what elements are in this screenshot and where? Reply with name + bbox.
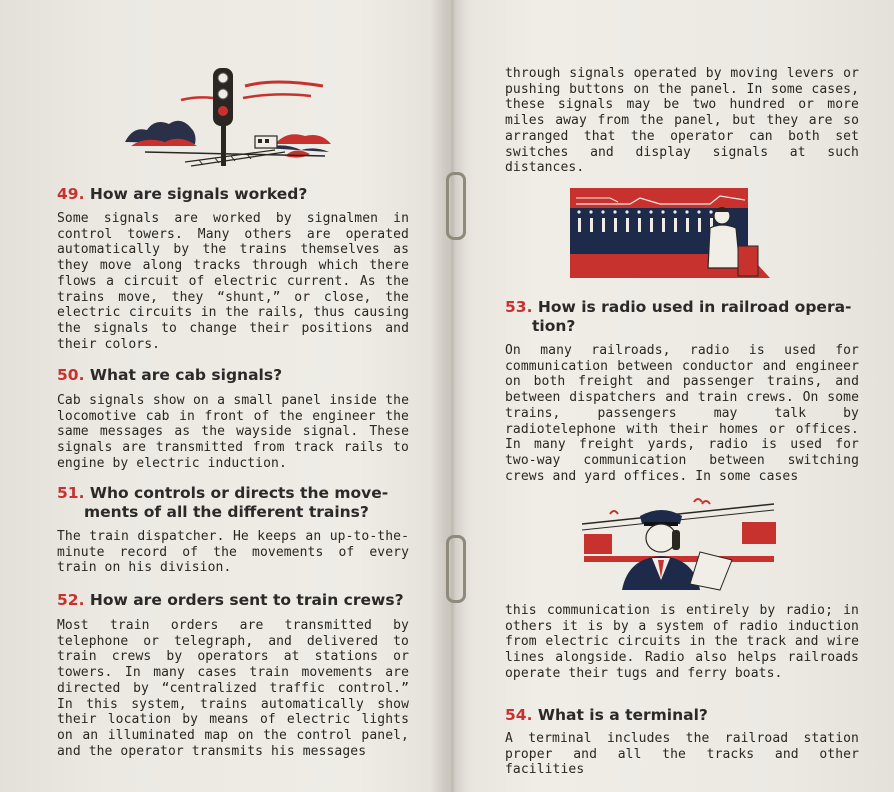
section-52-heading — [57, 591, 409, 610]
section-50 — [57, 366, 409, 472]
section-53-answer: On many railroads, radio is used for communication between conductor and engineer on both freight and passenger trains, and between dispatchers and train crews. On some trains, passengers may talk by radiotelephone with their homes or offices. In many freight yards, radio is used for two-way communication between switching crews and yard offices. In some cases — [505, 343, 859, 484]
continuation-mid-text: this communication is entirely by radio; in others it is by a system of radio induction from electric circuits in the track and wire lines alongside. Radio also helps railroads operate their tugs and ferry boats. — [505, 603, 859, 681]
section-number: 50. — [57, 366, 85, 384]
section-number: 51. — [57, 484, 85, 502]
continuation-mid — [505, 603, 859, 682]
section-49-heading — [57, 185, 409, 204]
section-54-answer: A terminal includes the railroad station proper and all the tracks and other facilities — [505, 731, 859, 778]
right-page — [450, 0, 894, 792]
control-panel-operator-illustration — [570, 188, 770, 286]
section-54 — [505, 706, 859, 778]
section-49 — [57, 185, 409, 352]
section-number: 49. — [57, 185, 85, 203]
section-question-continued: ments of all the different trains? — [84, 503, 369, 521]
section-53-heading — [505, 298, 859, 336]
conductor-radiotelephone-illustration — [582, 494, 782, 594]
section-question: How is radio used in railroad opera- — [537, 298, 852, 316]
section-53 — [505, 298, 859, 484]
section-51-heading — [57, 484, 409, 522]
section-50-heading — [57, 366, 409, 385]
section-question: What are cab signals? — [89, 366, 283, 384]
section-question: Who controls or directs the move- — [89, 484, 389, 502]
railroad-signal-illustration — [125, 64, 335, 174]
section-number: 53. — [505, 298, 533, 316]
section-54-heading — [505, 706, 859, 725]
section-number: 52. — [57, 591, 85, 609]
section-question: How are signals worked? — [89, 185, 308, 203]
continuation-top — [505, 66, 859, 176]
section-number: 54. — [505, 706, 533, 724]
section-51-answer: The train dispatcher. He keeps an up-to-the-minute record of the movements of every train on his division. — [57, 529, 409, 576]
section-50-answer: Cab signals show on a small panel inside the locomotive cab in front of the engineer the same messages as the wayside signal. These signals are transmitted from track rails to engine by electric induction. — [57, 393, 409, 471]
section-52 — [57, 591, 409, 759]
section-question: What is a terminal? — [537, 706, 708, 724]
section-question: How are orders sent to train crews? — [89, 591, 404, 609]
continuation-top-text: through signals operated by moving levers or pushing buttons on the panel. In some cases, these signals may be two hundred or more miles away from the panel, but they are so arranged that the operator can both set switches and display signals at such distances. — [505, 66, 859, 176]
section-52-answer: Most train orders are transmitted by telephone or telegraph, and delivered to train crews by operators at stations or towers. In many cases train movements are directed by “centralized traffic control.” In this system, trains automatically show their location by means of electric lights on an illuminated map on the control panel, and the operator transmits his messages — [57, 618, 409, 759]
section-49-answer: Some signals are worked by signalmen in control towers. Many others are operated automatically by the trains themselves as they move along tracks through which there flows a circuit of electric current. As the trains move, they “shunt,” or close, the electric circuits in the rails, thus causing the signals to change their positions and their colors. — [57, 211, 409, 352]
section-question-continued: tion? — [532, 317, 576, 335]
section-51 — [57, 484, 409, 576]
